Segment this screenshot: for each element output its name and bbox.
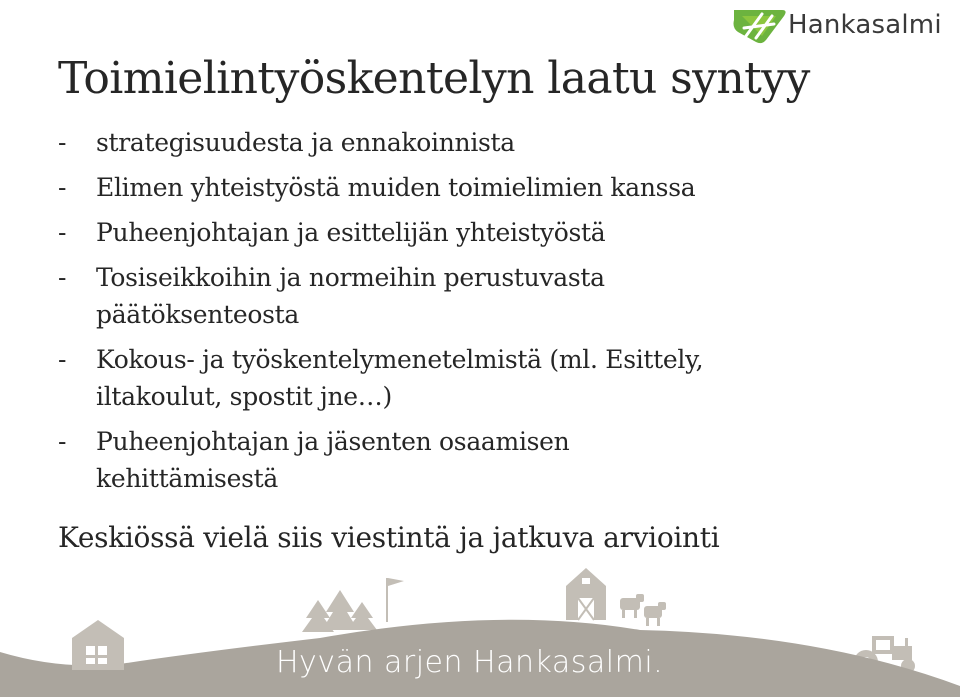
list-item [58, 124, 918, 161]
list-item-text: Kokous- ja työskentelymenetelmistä (ml. Esittely, iltakoulut, spostit jne…) [96, 345, 704, 411]
list-item-text: Tosiseikkoihin ja normeihin perustuvasta päätöksenteosta [96, 263, 605, 329]
bullet-marker: - [58, 218, 67, 247]
hankasalmi-leaf-logo-icon [732, 6, 788, 46]
spruce-trees-icon [302, 590, 377, 632]
list-item [58, 214, 918, 251]
bullet-list [58, 124, 918, 497]
bullet-marker: - [58, 427, 67, 456]
hankasalmi-logo [732, 6, 952, 46]
list-item-text: Puheenjohtajan ja jäsenten osaamisen kehittämisestä [96, 427, 570, 493]
list-item [58, 259, 918, 333]
page-title: Toimielintyöskentelyn laatu syntyy [58, 53, 810, 104]
barn-icon [566, 568, 606, 620]
closing-statement: Keskiössä vielä siis viestintä ja jatkuva arviointi [58, 521, 720, 554]
list-item [58, 423, 918, 497]
list-item [58, 341, 918, 415]
flagpole-icon [386, 578, 404, 622]
list-item-text: Puheenjohtajan ja esittelijän yhteistyöstä [96, 218, 606, 247]
list-item [58, 169, 918, 206]
logo-text: Hankasalmi [788, 10, 942, 40]
bullet-marker: - [58, 173, 67, 202]
cow-icon [620, 594, 666, 626]
bullet-marker: - [58, 345, 67, 374]
bullet-marker: - [58, 128, 67, 157]
bullet-marker: - [58, 263, 67, 292]
house-icon [72, 620, 124, 670]
list-item-text: strategisuudesta ja ennakoinnista [96, 128, 515, 157]
list-item-text: Elimen yhteistyöstä muiden toimielimien kanssa [96, 173, 696, 202]
footer-slogan: Hyvän arjen Hankasalmi. [276, 645, 664, 680]
